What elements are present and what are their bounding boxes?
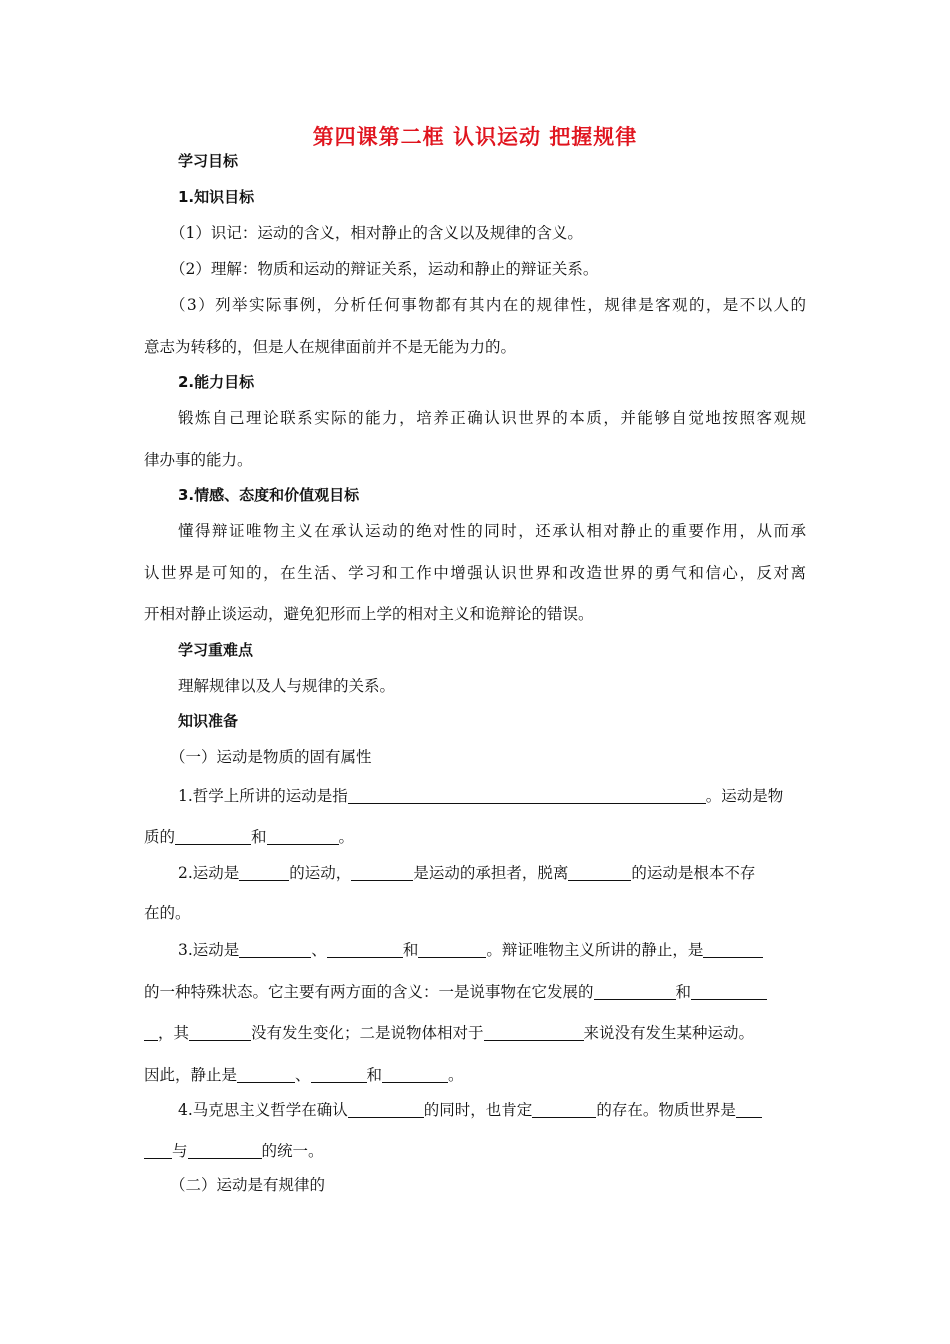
text-segment: 4.马克思主义哲学在确认 xyxy=(178,1101,348,1119)
heading-emotion-objectives: 3.情感、态度和价值观目标 xyxy=(178,486,360,504)
knowledge-item-2: （2）理解：物质和运动的辩证关系，运动和静止的辩证关系。 xyxy=(170,260,599,278)
text-segment: 的统一。 xyxy=(261,1142,324,1160)
text-segment: 。运动是物 xyxy=(705,787,784,805)
text-segment: 的运动是根本不存 xyxy=(631,864,756,882)
question-2-line-1 xyxy=(178,864,755,882)
fill-blank[interactable] xyxy=(703,941,763,958)
fill-blank[interactable] xyxy=(239,864,289,881)
question-3-line-3 xyxy=(144,1024,754,1042)
ability-text-line-1: 锻炼自己理论联系实际的能力，培养正确认识世界的本质，并能够自觉地按照客观规 xyxy=(178,409,806,427)
question-2-line-2: 在的。 xyxy=(144,904,191,922)
text-segment: 。 xyxy=(338,828,355,846)
fill-blank[interactable] xyxy=(532,1101,596,1118)
text-segment: 是运动的承担者，脱离 xyxy=(413,864,569,882)
fill-blank[interactable] xyxy=(418,941,486,958)
question-1-line-1 xyxy=(178,787,783,805)
page-title: 第四课第二框 认识运动 把握规律 xyxy=(312,125,638,149)
question-1-line-2 xyxy=(144,828,354,846)
heading-key-points: 学习重难点 xyxy=(178,641,254,659)
heading-objectives: 学习目标 xyxy=(178,152,239,170)
text-segment: 的存在。物质世界是 xyxy=(596,1101,736,1119)
text-segment: 、 xyxy=(311,941,327,959)
question-4-line-2 xyxy=(144,1142,324,1160)
question-3-line-1 xyxy=(178,941,763,959)
text-segment: 的一种特殊状态。它主要有两方面的含义：一是说事物在它发展的 xyxy=(144,983,594,1001)
fill-blank[interactable] xyxy=(348,1101,424,1118)
text-segment: 2.运动是 xyxy=(178,864,240,882)
fill-blank[interactable] xyxy=(267,828,339,845)
question-4-line-1 xyxy=(178,1101,762,1119)
text-segment: 和 xyxy=(251,828,267,846)
text-segment: 来说没有发生某种运动。 xyxy=(583,1024,755,1042)
fill-blank[interactable] xyxy=(691,983,767,1000)
text-segment: 。辩证唯物主义所讲的静止，是 xyxy=(486,941,704,959)
heading-knowledge-prep: 知识准备 xyxy=(178,712,239,730)
fill-blank[interactable] xyxy=(484,1024,584,1041)
fill-blank[interactable] xyxy=(189,1024,251,1041)
fill-blank[interactable] xyxy=(348,787,706,804)
heading-knowledge-objectives: 1.知识目标 xyxy=(178,188,255,206)
text-segment: 因此，静止是 xyxy=(144,1066,238,1084)
section-2-heading: （二）运动是有规律的 xyxy=(170,1176,326,1194)
fill-blank[interactable] xyxy=(237,1066,295,1083)
text-segment: 和 xyxy=(675,983,692,1001)
question-3-line-2 xyxy=(144,983,767,1001)
text-segment: 。 xyxy=(448,1066,464,1084)
fill-blank[interactable] xyxy=(736,1101,762,1118)
fill-blank[interactable] xyxy=(188,1142,262,1159)
fill-blank[interactable] xyxy=(351,864,413,881)
text-segment: 没有发生变化；二是说物体相对于 xyxy=(251,1024,484,1042)
fill-blank[interactable] xyxy=(175,828,251,845)
section-1-heading: （一）运动是物质的固有属性 xyxy=(170,748,372,766)
text-segment: 的运动， xyxy=(289,864,352,882)
fill-blank[interactable] xyxy=(594,983,676,1000)
knowledge-item-1: （1）识记：运动的含义，相对静止的含义以及规律的含义。 xyxy=(170,224,583,242)
text-segment: ，其 xyxy=(158,1024,190,1042)
fill-blank[interactable] xyxy=(144,1142,172,1159)
emotion-text-line-3: 开相对静止谈运动，避免犯形而上学的相对主义和诡辩论的错误。 xyxy=(144,605,594,623)
text-segment: 与 xyxy=(172,1142,188,1160)
fill-blank[interactable] xyxy=(327,941,403,958)
question-3-line-4 xyxy=(144,1066,464,1084)
heading-ability-objectives: 2.能力目标 xyxy=(178,373,255,391)
text-segment: 和 xyxy=(366,1066,383,1084)
fill-blank[interactable] xyxy=(568,864,631,881)
text-segment: 的同时，也肯定 xyxy=(423,1101,533,1119)
knowledge-item-3-line-2: 意志为转移的，但是人在规律面前并不是无能为力的。 xyxy=(144,338,517,356)
fill-blank[interactable] xyxy=(382,1066,448,1083)
emotion-text-line-1: 懂得辩证唯物主义在承认运动的绝对性的同时，还承认相对静止的重要作用，从而承 xyxy=(178,522,806,540)
ability-text-line-2: 律办事的能力。 xyxy=(144,451,253,469)
fill-blank[interactable] xyxy=(311,1066,367,1083)
text-segment: 1.哲学上所讲的运动是指 xyxy=(178,787,348,805)
text-segment: 质的 xyxy=(144,828,176,846)
fill-blank[interactable] xyxy=(144,1024,158,1041)
knowledge-item-3-line-1: （3）列举实际事例，分析任何事物都有其内在的规律性，规律是客观的，是不以人的 xyxy=(170,296,806,314)
key-points-text: 理解规律以及人与规律的关系。 xyxy=(178,677,396,695)
fill-blank[interactable] xyxy=(239,941,311,958)
text-segment: 、 xyxy=(295,1066,311,1084)
text-segment: 3.运动是 xyxy=(178,941,240,959)
text-segment: 和 xyxy=(402,941,419,959)
emotion-text-line-2: 认世界是可知的，在生活、学习和工作中增强认识世界和改造世界的勇气和信心，反对离 xyxy=(144,564,806,582)
